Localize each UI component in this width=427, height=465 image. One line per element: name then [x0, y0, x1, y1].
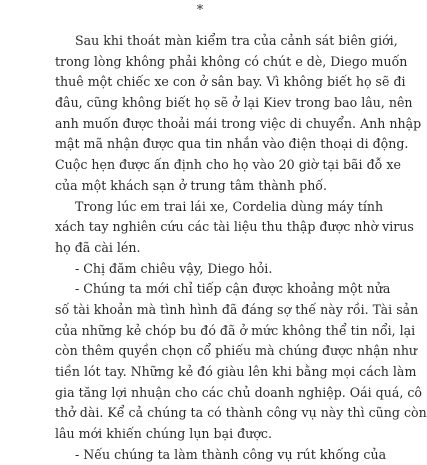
text-line: thở dài. Kể cả chúng ta có thành công vụ này thì cũng còn — [55, 405, 427, 421]
text-line: còn thêm quyền chọn cổ phiếu mà chúng được nhận như — [55, 343, 418, 359]
text-line: gia tăng lợi nhuận cho các chủ doanh nghiệp. Oái quá, cô — [55, 384, 422, 400]
text-line: Cuộc hẹn được ấn định cho họ vào 20 giờ tại bãi đỗ xe — [55, 157, 401, 173]
text-line: - Nếu chúng ta làm thành công vụ rút khống của — [75, 446, 387, 462]
paragraph — [55, 31, 422, 197]
text-line: xách tay nghiên cứu các tài liệu thu thập được nhờ virus — [55, 219, 414, 235]
text-line: họ đã cài lén. — [55, 239, 141, 255]
text-line: mật mã nhận được qua tin nhắn vào điện thoại di động. — [55, 136, 409, 152]
text-line: - Chúng ta mới chỉ tiếp cận được khoảng một nửa — [75, 281, 391, 297]
paragraph — [55, 279, 427, 445]
text-line: tiền lót tay. Những kẻ đó giàu lên khi bằng mọi cách làm — [55, 364, 417, 379]
text-line: của những kẻ chóp bu đó đã ở mức không thể tin nổi, lại — [55, 322, 416, 338]
paragraph — [55, 445, 387, 465]
text-line: lâu mới khiến chúng lụn bại được. — [55, 426, 272, 442]
body-text — [55, 31, 427, 465]
text-line: Sau khi thoát màn kiểm tra của cảnh sát biên giới, — [75, 33, 398, 48]
text-line: thuê một chiếc xe con ở sân bay. Vì không biết họ sẽ đi — [55, 74, 406, 90]
paragraph — [55, 197, 414, 259]
text-line: anh muốn được thoải mái trong việc di chuyển. Anh nhập — [55, 115, 422, 131]
text-line: của một khách sạn ở trung tâm thành phố. — [55, 177, 328, 193]
text-line: - Chị đăm chiêu vậy, Diego hỏi. — [75, 260, 273, 276]
section-ornament: * — [196, 3, 204, 18]
text-line: trong lòng không phải không có chút e dè, Diego muốn — [55, 53, 408, 69]
text-line: đâu, cũng không biết họ sẽ ở lại Kiev trong bao lâu, nên — [55, 95, 413, 111]
text-line: Trong lúc em trai lái xe, Cordelia dùng máy tính — [75, 198, 384, 214]
text-line: số tài khoản mà tình hình đã đáng sợ thế này rồi. Tài sản — [55, 301, 419, 317]
paragraph — [55, 259, 355, 280]
